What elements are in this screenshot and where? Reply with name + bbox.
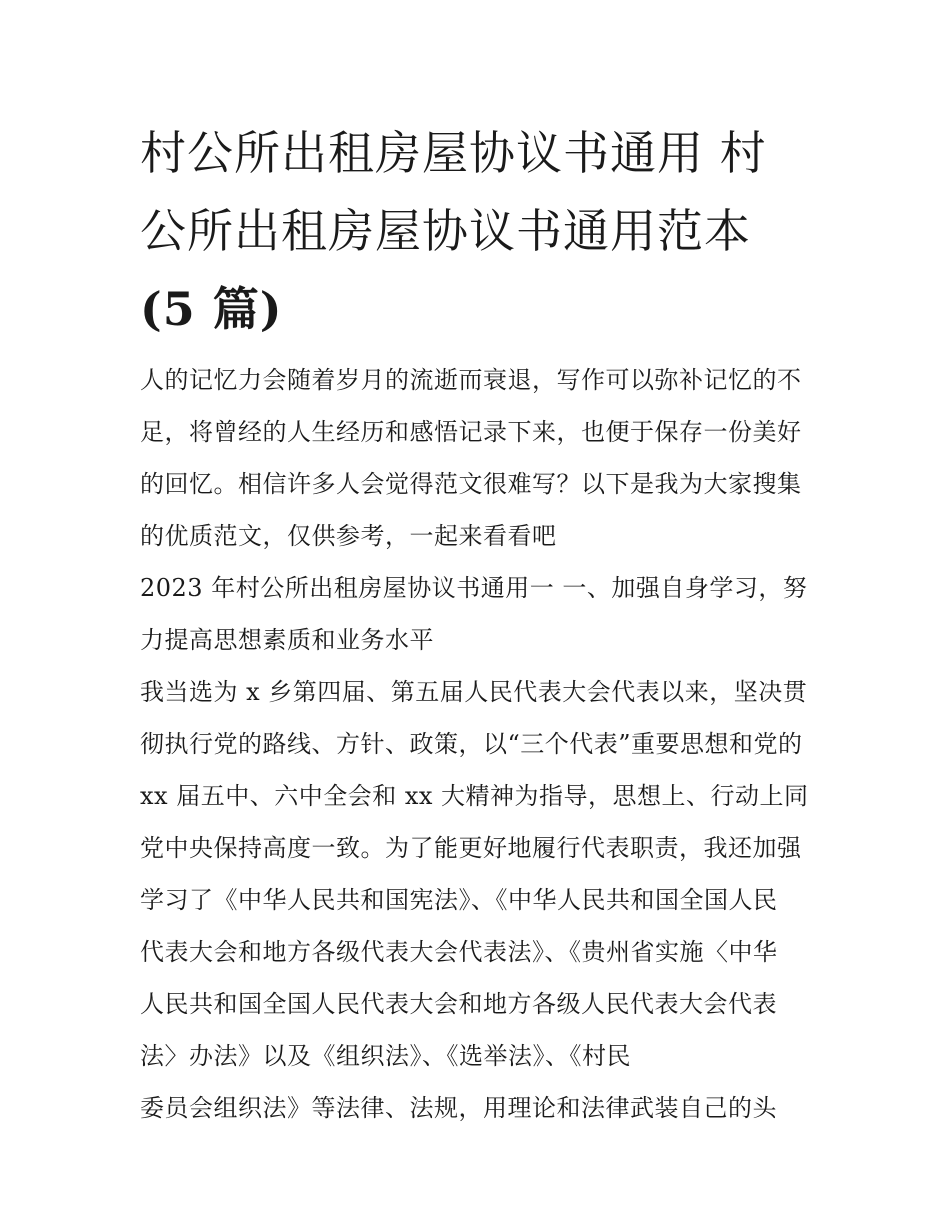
body-line: 委员会组织法》等法律、法规，用理论和法律武装自己的头 bbox=[140, 1094, 777, 1122]
body-line: 足，将曾经的人生经历和感悟记录下来，也便于保存一份美好 bbox=[140, 418, 802, 446]
body-line: 我当选为 x 乡第四届、第五届人民代表大会代表以来，坚决贯 bbox=[140, 678, 808, 706]
body-line: 代表大会和地方各级代表大会代表法》、《贵州省实施〈中华 bbox=[140, 938, 778, 966]
title-line: 公所出租房屋协议书通用范本 bbox=[140, 204, 751, 258]
body-line: 学习了《中华人民共和国宪法》、《中华人民共和国全国人民 bbox=[140, 886, 778, 914]
body-line: 法〉办法》以及《组织法》、《选举法》、《村民 bbox=[140, 1042, 631, 1070]
title-line: 村公所出租房屋协议书通用 村 bbox=[140, 126, 767, 180]
body-line: 人民共和国全国人民代表大会和地方各级人民代表大会代表 bbox=[140, 990, 777, 1018]
body-line: 的优质范文，仅供参考，一起来看看吧 bbox=[140, 522, 557, 550]
body-line: 党中央保持高度一致。为了能更好地履行代表职责，我还加强 bbox=[140, 834, 802, 862]
document-title bbox=[140, 114, 820, 348]
body-line: 力提高思想素质和业务水平 bbox=[140, 626, 434, 654]
body-line: xx 届五中、六中全会和 xx 大精神为指导，思想上、行动上同 bbox=[140, 782, 809, 810]
body-line: 2023 年村公所出租房屋协议书通用一 一、加强自身学习，努 bbox=[140, 574, 808, 602]
body-line: 的回忆。相信许多人会觉得范文很难写？以下是我为大家搜集 bbox=[140, 470, 802, 498]
body-line: 人的记忆力会随着岁月的流逝而衰退，写作可以弥补记忆的不 bbox=[140, 366, 802, 394]
title-line: (5 篇) bbox=[140, 282, 283, 336]
document-body bbox=[140, 354, 820, 1134]
body-line: 彻执行党的路线、方针、政策，以“三个代表”重要思想和党的 bbox=[140, 730, 803, 758]
